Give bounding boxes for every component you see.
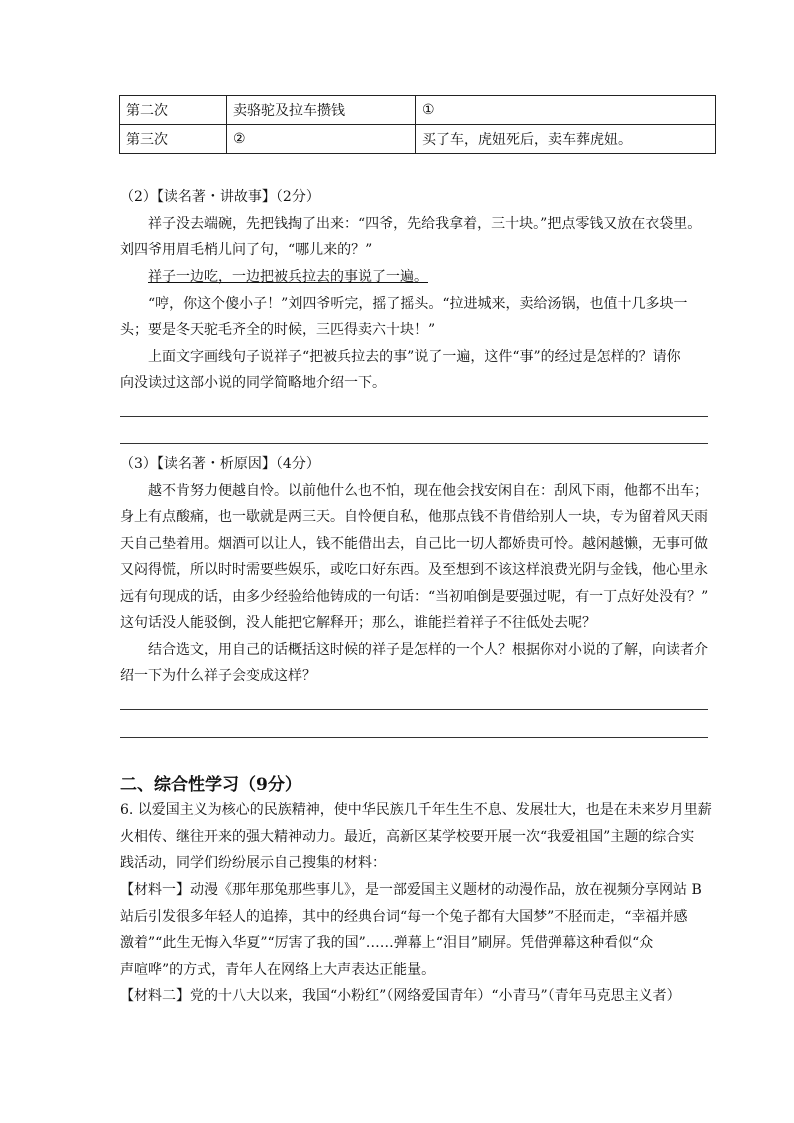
material-1-line: 【材料一】动漫《那年那兔那些事儿》，是一部爱国主义题材的动漫作品，放在视频分享网站 B [120,882,702,898]
answer-line [120,737,708,738]
table-cell: ① [416,96,716,125]
material-1-line: 声喧哗”的方式，青年人在网络上大声表达正能量。 [120,962,436,978]
history-table [119,95,716,154]
answer-line [120,443,708,444]
passage-line: 头；要是冬天驼毛齐全的时候，三匹得卖六十块！” [120,322,436,338]
passage-line: 又闷得慌，所以时时需要些娱乐，或吃口好东西。及至想到不该这样浪费光阴与金钱，他心里永 [120,562,708,578]
question-prompt: 向没读过这部小说的同学简略地介绍一下。 [120,375,386,391]
passage-line: 远有句现成的话，由多少经验给他铸成的一句话：“当初咱倒是要强过呢，有一丁点好处没有？” [120,589,709,605]
table-row [120,125,716,154]
table-row [120,96,716,125]
passage-line: 这句话没人能驳倒，没人能把它解释开；那么，谁能拦着祥子不往低处去呢？ [120,615,596,631]
table-cell: 第三次 [120,125,227,154]
passage-line: 身上有点酸痛，也一歇就是两三天。自怜便自私，他那点钱不肯借给别人一块，专为留着风天雨 [120,509,708,525]
question-6-line: 践活动，同学们纷纷展示自己搜集的材料： [120,855,386,871]
material-2-line: 【材料二】党的十八大以来，我国“小粉红”（网络爱国青年）“小青马”（青年马克思主义者） [120,988,681,1004]
question-prompt: 结合选文，用自己的话概括这时候的祥子是怎样的一个人？根据你对小说的了解，向读者介 [148,642,708,658]
section-title: 二、综合性学习（9分） [120,775,302,795]
passage-line: 天自己垫着用。烟酒可以让人，钱不能借出去，自己比一切人都娇贵可怜。越闲越懒，无事可做 [120,536,708,552]
question-3-header: （3）【读名著・析原因】（4分） [120,456,320,472]
table-cell: 卖骆驼及拉车攒钱 [227,96,416,125]
passage-line: 刘四爷用眉毛梢儿问了句，“哪儿来的？” [120,242,373,258]
table-cell: ② [227,125,416,154]
question-2-header: （2）【读名著・讲故事】（2分） [120,189,320,205]
underlined-sentence: 祥子一边吃，一边把被兵拉去的事说了一遍。 [148,269,428,285]
material-1-line: 站后引发很多年轻人的追捧，其中的经典台词“每一个兔子都有大国梦”不胫而走，“幸福并感 [120,909,688,925]
answer-line [120,709,708,710]
table-cell: 买了车，虎妞死后，卖车葬虎妞。 [416,125,716,154]
question-6-line: 6. 以爱国主义为核心的民族精神，使中华民族几千年生生不息、发展壮大，也是在未来岁月里薪 [120,802,712,818]
answer-line [120,416,708,417]
question-6-line: 火相传、继往开来的强大精神动力。最近，高新区某学校要开展一次“我爱祖国”主题的综合实 [120,829,695,845]
question-prompt: 绍一下为什么祥子会变成这样？ [120,668,316,684]
passage-line: “哼，你这个傻小子！”刘四爷听完，摇了摇头。“拉进城来，卖给汤锅，也值十几多块一 [148,296,688,312]
material-1-line: 激着”“此生无悔入华夏”“厉害了我的国”……弹幕上“泪目”刷屏。凭借弹幕这种看似“众 [120,935,654,951]
passage-line: 祥子没去端碗，先把钱掏了出来：“四爷，先给我拿着，三十块。”把点零钱又放在衣袋里。 [148,216,702,232]
table-cell: 第二次 [120,96,227,125]
question-prompt: 上面文字画线句子说祥子“把被兵拉去的事”说了一遍，这件“事”的经过是怎样的？请你 [148,349,681,365]
passage-line: 越不肯努力便越自怜。以前他什么也不怕，现在他会找安闲自在：刮风下雨，他都不出车； [148,483,708,499]
